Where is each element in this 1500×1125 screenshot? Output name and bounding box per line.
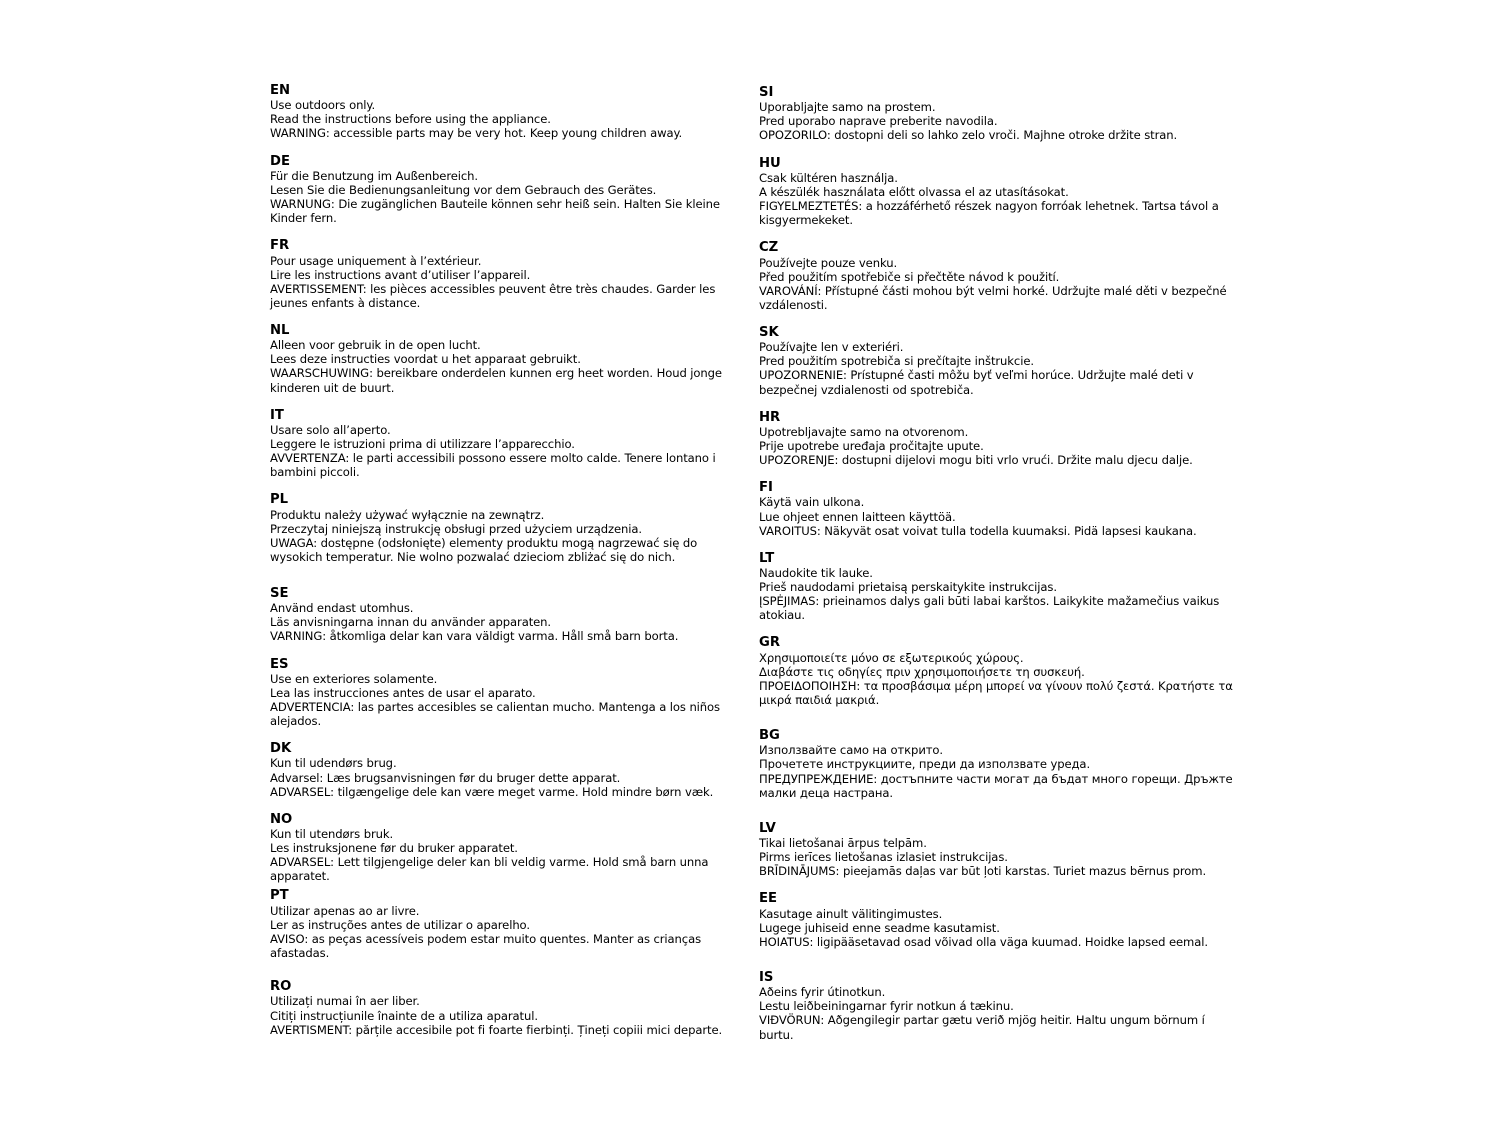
warning-line: AVISO: as peças acessíveis podem estar muito quentes. Manter as crianças afastadas. (270, 931, 702, 961)
warning-line: OPOZORILO: dostopni deli so lahko zelo vroči. Majhne otroke držite stran. (759, 128, 1178, 143)
language-section-hu (759, 157, 1237, 228)
language-code: HR (759, 409, 781, 425)
language-section-ee (759, 892, 1237, 949)
language-code: PT (270, 888, 289, 904)
usage-line: Χρησιμοποιείτε μόνο σε εξωτερικούς χώρους. (759, 650, 1024, 665)
usage-line: Používajte len v exteriéri. (759, 340, 904, 355)
language-code: CZ (759, 240, 779, 256)
language-section-bg (759, 729, 1237, 800)
language-code: RO (270, 979, 292, 995)
language-code: LV (759, 820, 776, 836)
language-section-en (270, 84, 744, 141)
instructions-line: Läs anvisningarna innan du använder apparaten. (270, 615, 552, 630)
language-code: HU (759, 155, 781, 171)
instructions-line: Lestu leiðbeiningarnar fyrir notkun á tækinu. (759, 999, 1014, 1014)
usage-line: Use en exteriores solamente. (270, 671, 438, 686)
warning-line: VAROVÁNÍ: Přístupné části mohou být velmi horké. Udržujte malé děti v bezpečné vzdálenosti. (759, 283, 1227, 312)
warning-line: UWAGA: dostępne (odsłonięte) elementy produktu mogą nagrzewać się do wysokich temperatur. Nie wolno pozwalać dzieciom zbliżać się do nich. (270, 535, 698, 564)
warning-line: UPOZORENJE: dostupni dijelovi mogu biti vrlo vrući. Držite malu djecu dalje. (759, 453, 1193, 468)
language-section-cz (759, 241, 1237, 312)
usage-line: Používejte pouze venku. (759, 255, 898, 270)
usage-line: Naudokite tik lauke. (759, 566, 873, 581)
warning-line: WAARSCHUWING: bereikbare onderdelen kunnen erg heet worden. Houd jonge kinderen uit de buurt. (270, 366, 722, 395)
warning-line: WARNING: accessible parts may be very hot. Keep young children away. (270, 126, 683, 141)
language-section-nl (270, 324, 744, 395)
left-language-column (270, 84, 744, 1037)
language-code: NL (270, 322, 290, 338)
language-section-de (270, 155, 744, 226)
language-section-fi (759, 481, 1237, 538)
warning-line: ПРЕДУПРЕЖДЕНИЕ: достъпните части могат да бъдат много горещи. Дръжте малки деца настрана. (759, 771, 1233, 800)
usage-line: Upotrebljavajte samo na otvorenom. (759, 424, 969, 439)
language-code: IT (270, 407, 284, 423)
language-code: EN (270, 83, 291, 98)
instructions-line: Read the instructions before using the appliance. (270, 112, 551, 127)
instructions-line: Ler as instruções antes de utilizar o aparelho. (270, 917, 530, 932)
instructions-line: Advarsel: Læs brugsanvisningen før du bruger dette apparat. (270, 770, 621, 785)
warning-line: VARNING: åtkomliga delar kan vara väldigt varma. Håll små barn borta. (270, 629, 679, 644)
warning-line: BRĪDINĀJUMS: pieejamās daļas var būt ļoti karstas. Turiet mazus bērnus prom. (759, 864, 1207, 879)
language-section-it (270, 409, 744, 480)
warning-line: ADVARSEL: Lett tilgjengelige deler kan bli veldig varme. Hold små barn unna apparatet. (270, 855, 709, 884)
instructions-line: Pred použitím spotrebiča si prečítajte inštrukcie. (759, 354, 1034, 369)
instructions-line: A készülék használata előtt olvassa el az utasításokat. (759, 184, 1069, 199)
language-code: IS (759, 969, 774, 985)
language-code: SE (270, 585, 289, 601)
usage-line: Kun til utendørs bruk. (270, 827, 394, 842)
instructions-line: Lue ohjeet ennen laitteen käyttöä. (759, 509, 956, 524)
language-section-si (759, 86, 1237, 143)
language-section-pl (270, 493, 744, 564)
usage-line: Använd endast utomhus. (270, 601, 414, 616)
language-section-se (270, 587, 744, 644)
usage-line: Usare solo all’aperto. (270, 422, 391, 437)
instructions-line: Pred uporabo naprave preberite navodila. (759, 114, 998, 129)
instructions-line: Lea las instrucciones antes de usar el aparato. (270, 685, 536, 700)
language-section-lv (759, 822, 1237, 879)
instructions-line: Lees deze instructies voordat u het apparaat gebruikt. (270, 352, 581, 367)
warning-line: ADVERTENCIA: las partes accesibles se calientan mucho. Mantenga a los niños alejados. (270, 700, 720, 729)
language-section-hr (759, 411, 1237, 468)
instructions-line: Před použitím spotřebiče si přečtěte návod k použití. (759, 269, 1060, 284)
language-section-sk (759, 326, 1237, 397)
instructions-line: Les instruksjonene før du bruker apparatet. (270, 841, 518, 856)
usage-line: Utilizar apenas ao ar livre. (270, 903, 420, 918)
language-section-is (759, 971, 1237, 1042)
language-section-fr (270, 239, 744, 310)
instructions-line: Prije upotrebe uređaja pročitajte upute. (759, 438, 984, 453)
language-code: NO (270, 811, 293, 827)
usage-line: Използвайте само на открито. (759, 743, 943, 758)
language-section-dk (270, 742, 744, 799)
language-section-pt (270, 889, 744, 960)
instructions-line: Lesen Sie die Bedienungsanleitung vor dem Gebrauch des Gerätes. (270, 182, 657, 197)
warning-line: ΠΡΟΕΙΔΟΠΟΙΗΣΗ: τα προσβάσιμα μέρη μπορεί να γίνουν πολύ ζεστά. Κρατήστε τα μικρά παιδιά μακριά. (759, 678, 1233, 707)
language-section-ro (270, 980, 744, 1037)
warning-line: AVERTISMENT: părțile accesibile pot fi foarte fierbinți. Țineți copiii mici departe. (270, 1022, 723, 1037)
language-code: FR (270, 238, 290, 254)
language-code: ES (270, 656, 289, 672)
warning-line: ĮSPĖJIMAS: prieinamos dalys gali būti labai karštos. Laikykite mažamečius vaikus atokiau. (759, 594, 1220, 623)
warning-line: FIGYELMEZTETÉS: a hozzáférhető részek nagyon forróak lehetnek. Tartsa távol a kisgyermekeket. (759, 199, 1219, 228)
instructions-line: Прочетете инструкциите, преди да използвате уреда. (759, 757, 1091, 772)
warning-line: AVVERTENZA: le parti accessibili possono essere molto calde. Tenere lontano i bambini piccoli. (270, 451, 716, 480)
usage-line: Utilizați numai în aer liber. (270, 994, 420, 1009)
usage-line: Pour usage uniquement à l’extérieur. (270, 253, 482, 268)
language-code: SK (759, 324, 779, 340)
warning-line: VAROITUS: Näkyvät osat voivat tulla todella kuumaksi. Pidä lapsesi kaukana. (759, 523, 1197, 538)
language-code: GR (759, 635, 780, 651)
warning-line: UPOZORNENIE: Prístupné časti môžu byť veľmi horúce. Udržujte malé deti v bezpečnej vzdialenosti od spotrebiča. (759, 368, 1194, 397)
right-language-column (759, 86, 1237, 1042)
language-section-gr (759, 636, 1237, 707)
language-code: DE (270, 153, 290, 169)
instructions-line: Lire les instructions avant d’utiliser l’appareil. (270, 267, 531, 282)
language-section-no (270, 813, 744, 884)
usage-line: Uporabljajte samo na prostem. (759, 100, 936, 115)
usage-line: Produktu należy używać wyłącznie na zewnątrz. (270, 507, 545, 522)
warning-line: ADVARSEL: tilgængelige dele kan være meget varme. Hold mindre børn væk. (270, 784, 714, 799)
warning-line: AVERTISSEMENT: les pièces accessibles peuvent être très chaudes. Garder les jeunes enfants à distance. (270, 281, 716, 310)
usage-line: Use outdoors only. (270, 98, 376, 113)
usage-line: Kun til udendørs brug. (270, 756, 397, 771)
language-code: BG (759, 728, 780, 744)
warning-line: WARNUNG: Die zugänglichen Bauteile können sehr heiß sein. Halten Sie kleine Kinder fern. (270, 197, 720, 226)
usage-line: Käytä vain ulkona. (759, 495, 865, 510)
usage-line: Alleen voor gebruik in de open lucht. (270, 338, 481, 353)
language-code: FI (759, 480, 773, 496)
instructions-line: Lugege juhiseid enne seadme kasutamist. (759, 920, 1000, 935)
usage-line: Tikai lietošanai ārpus telpām. (759, 836, 927, 851)
usage-line: Csak kültéren használja. (759, 170, 898, 185)
language-code: LT (759, 550, 775, 566)
language-code: SI (759, 85, 774, 100)
language-code: PL (270, 492, 289, 508)
instructions-line: Pirms ierīces lietošanas izlasiet instrukcijas. (759, 850, 1008, 865)
instructions-line: Διαβάστε τις οδηγίες πριν χρησιμοποιήσετε τη συσκευή. (759, 664, 1085, 679)
language-section-lt (759, 552, 1237, 623)
language-section-es (270, 658, 744, 729)
language-code: EE (759, 891, 778, 907)
usage-line: Kasutage ainult välitingimustes. (759, 906, 943, 921)
usage-line: Aðeins fyrir útinotkun. (759, 985, 886, 1000)
instructions-line: Leggere le istruzioni prima di utilizzare l’apparecchio. (270, 436, 575, 451)
instructions-line: Citiți instrucțiunile înainte de a utiliza aparatul. (270, 1008, 538, 1023)
language-code: DK (270, 741, 292, 757)
usage-line: Für die Benutzung im Außenbereich. (270, 168, 479, 183)
warning-line: VIÐVÖRUN: Aðgengilegir partar gætu verið mjög heitir. Haltu ungum börnum í burtu. (759, 1013, 1205, 1042)
instructions-line: Prieš naudodami prietaisą perskaitykite instrukcijas. (759, 580, 1057, 595)
warning-line: HOIATUS: ligipääsetavad osad võivad olla väga kuumad. Hoidke lapsed eemal. (759, 934, 1208, 949)
instructions-line: Przeczytaj niniejszą instrukcję obsługi przed użyciem urządzenia. (270, 521, 642, 536)
